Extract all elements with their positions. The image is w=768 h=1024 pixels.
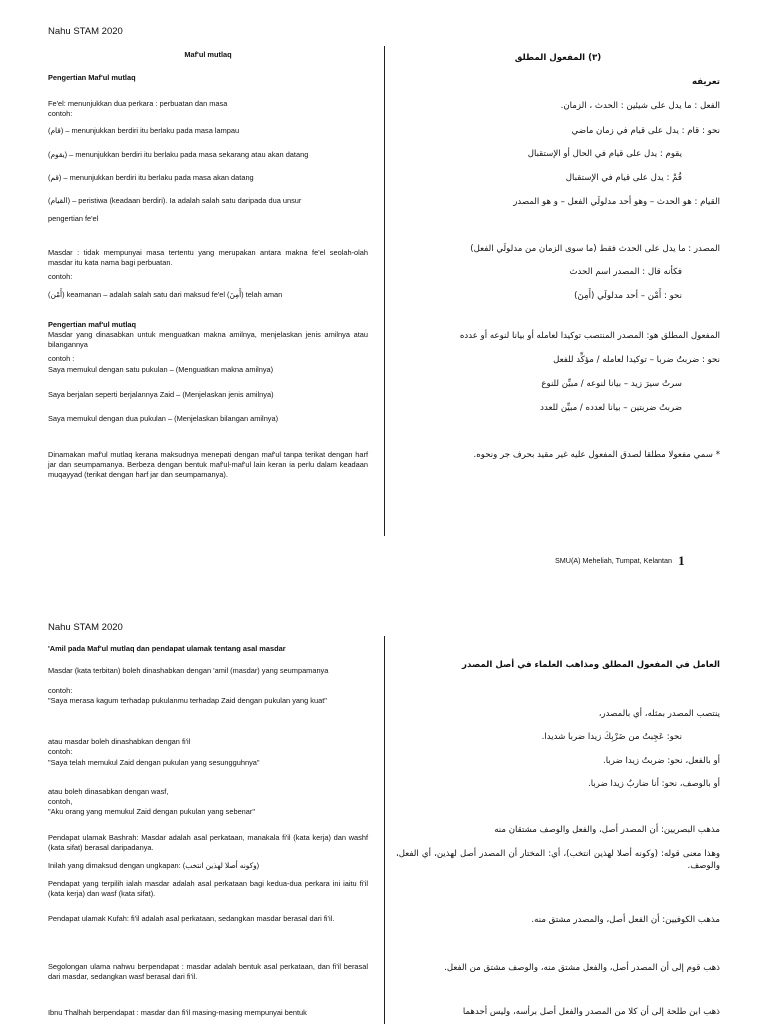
arabic-line-1: ينتصب المصدر بمثله، أي بالمصدر، xyxy=(598,709,720,719)
arabic-heading: العامل في المفعول المطلق ومذاهب العلماء في أصل المصدر xyxy=(462,660,720,670)
arabic-example-1: نحو : ضربتُ ضربا – توكيدا لعامله / مؤكِّد للفعل xyxy=(553,355,720,365)
arabic-basriyyin-cont: وهذا معنى قوله: (وكونه أصلا لهذين انتخب)، أي: المختار أن المصدر أصل لهذين، أي الفعل، والوصف. xyxy=(396,849,720,871)
arabic-ibn-talha: ذهب ابن طلحة إلى أن كلا من المصدر والفعل أصل برأسه، وليس أحدهما xyxy=(462,1007,720,1017)
feel-definition: Fe'el: menunjukkan dua perkara : perbuatan dan masa xyxy=(48,99,228,108)
nahwu-group-opinion: Segolongan ulama nahwu berpendapat : masdar adalah bentuk asal perkataan, dan fi'il berasal dari masdar, sedangkan wasf berasal dari fi'il. xyxy=(48,962,368,981)
document-page-2 xyxy=(0,606,768,1024)
arabic-basriyyin: مذهب البصريين: أن المصدر أصل، والفعل والوصف مشتقان منه xyxy=(494,825,720,835)
arabic-mm-definition: المفعول المطلق هو: المصدر المنتصب توكيدا لعامله أو بيانا لنوعه أو عدده xyxy=(459,331,720,341)
arabic-note: * سمي مفعولا مطلقا لصدق المفعول عليه غير مقيد بحرف جر ونحوه. xyxy=(473,450,720,460)
example-quote-3: "Aku orang yang memukul Zaid dengan pukulan yang sebenar" xyxy=(48,807,255,816)
page-gap xyxy=(0,588,768,606)
ungkapan-line: Inilah yang dimaksud dengan ungkapan: (وكونه أصلا لهذين انتخب) xyxy=(48,861,260,870)
example-qiyam-cont: pengertian fe'el xyxy=(48,214,99,223)
arabic-qiyam: القيام : هو الحدث – وهو أحد مدلولَي الفعل – و هو المصدر xyxy=(513,197,720,207)
arabic-heading: تعريفه xyxy=(691,77,720,87)
masdar-amil: Masdar (kata terbitan) boleh dinashabkan dengan 'amil (masdar) yang seumpamanya xyxy=(48,666,329,675)
bashrah-opinion: Pendapat ulamak Bashrah: Masdar adalah asal perkataan, manakala fi'il (kata kerja) dan washf (kata sifat) berasal daripadanya. xyxy=(48,833,368,852)
kufah-opinion: Pendapat ulamak Kufah: fi'il adalah asal perkataan, sedangkan masdar berasal dari fi'il. xyxy=(48,914,335,923)
example-qaama: (قام) – menunjukkan berdiri itu berlaku pada masa lampau xyxy=(48,126,240,135)
contoh-label: contoh: xyxy=(48,109,73,118)
contoh-label: contoh, xyxy=(48,797,73,806)
arabic-example-yaqumu: يقوم : يدل على قيام في الحال أو الإستقبال xyxy=(527,149,682,159)
arabic-example-qum: قُمْ : يدل على قيام في الإستقبال xyxy=(565,173,682,183)
arabic-title: (٣) المفعول المطلق xyxy=(514,53,602,63)
contoh-label: contoh : xyxy=(48,354,75,363)
arabic-qawm: ذهب قوم إلى أن المصدر أصل، والفعل مشتق منه، والوصف مشتق من الفعل. xyxy=(444,963,720,973)
arabic-example-3: ضربتُ ضربتين – بيانا لعدده / مبيِّن للعدد xyxy=(540,403,682,413)
masdar-definition: Masdar : tidak mempunyai masa tertentu yang merupakan antara makna fe'el seolah-olah masdar itu kata nama bagi perbuatan. xyxy=(48,248,368,267)
arabic-line-3: أو بالوصف، نحو: أنا ضاربٌ زيدا ضربا. xyxy=(587,779,720,789)
arabic-line-1-example: نحو: عَجِبتُ من ضَرْبِكَ زيدا ضربا شديدا. xyxy=(541,732,682,742)
example-amnu: (أَمْن) keamanan – adalah salah satu dari maksud fe'el (أَمِنَ) telah aman xyxy=(48,290,283,299)
mafulmutlaq-definition: Masdar yang dinasabkan untuk menguatkan makna amilnya, menjelaskan jenis amilnya atau bilangannya xyxy=(48,330,368,349)
example-3: Saya memukul dengan dua pukulan – (Menjelaskan bilangan amilnya) xyxy=(48,414,279,423)
page-header: Nahu STAM 2020 xyxy=(48,622,123,633)
fiil-line: atau masdar boleh dinashabkan dengan fi'il xyxy=(48,737,191,746)
arabic-fiil-definition: الفعل : ما يدل على شيئين : الحدث ، الزمان. xyxy=(560,101,720,111)
section-title: Maf'ul mutlaq xyxy=(184,50,232,59)
selected-opinion: Pendapat yang terpilih ialah masdar adalah asal perkataan bagi kedua-dua perkara ini iaitu fi'il (kata kerja) dan wasf (kata sifat). xyxy=(48,879,368,898)
arabic-kaannahu: فكأنه قال : المصدر اسم الحدث xyxy=(569,267,682,277)
contoh-label: contoh: xyxy=(48,272,73,281)
school-name: SMU(A) Meheliah, Tumpat, Kelantan xyxy=(555,556,673,565)
page-footer xyxy=(555,553,685,569)
page-number: 1 xyxy=(678,553,685,568)
arabic-example-qaama: نحو : قام : يدل على قيام في زمان ماضي xyxy=(571,126,720,136)
example-quote-1: "Saya merasa kagum terhadap pukulanmu terhadap Zaid dengan pukulan yang kuat" xyxy=(48,696,327,705)
arabic-example-2: سرتُ سيرَ زيد – بيانا لنوعه / مبيِّن للنوع xyxy=(541,379,682,389)
wasf-line: atau boleh dinasabkan dengan wasf, xyxy=(48,787,169,796)
section-heading: Pengertian maf'ul mutlaq xyxy=(48,320,136,329)
example-quote-2: "Saya telah memukul Zaid dengan pukulan yang sesungguhnya" xyxy=(48,758,260,767)
arabic-example-amn: نحو : أَمْن – أحد مدلولَي (أَمِنَ) xyxy=(574,291,682,301)
arabic-line-2: أو بالفعل، نحو: ضربتُ زيدا ضربا. xyxy=(603,756,720,766)
ibnu-thalhah-opinion: Ibnu Thalhah berpendapat : masdar dan fi'il masing-masing mempunyai bentuk xyxy=(48,1008,307,1017)
naming-explanation: Dinamakan maf'ul mutlaq kerana maksudnya menepati dengan maf'ul tanpa terikat dengan harf jar dan seumpamanya. Berbeza dengan bentuk maf'ul-maf'ul lain keran ia perlu dalam keadaan muqayyad (terikat dengan harf jar dan seumpamanya). xyxy=(48,450,368,479)
column-divider xyxy=(384,636,385,1024)
example-yaqumu: (يقوم) – menunjukkan berdiri itu berlaku pada masa sekarang atau akan datang xyxy=(48,150,309,159)
column-divider xyxy=(384,46,385,536)
page-header: Nahu STAM 2020 xyxy=(48,26,123,37)
contoh-label: contoh: xyxy=(48,686,73,695)
example-1: Saya memukul dengan satu pukulan – (Menguatkan makna amilnya) xyxy=(48,365,274,374)
section-heading: Pengertian Maf'ul mutlaq xyxy=(48,73,136,82)
contoh-label: contoh: xyxy=(48,747,73,756)
section-heading: 'Amil pada Maf'ul mutlaq dan pendapat ulamak tentang asal masdar xyxy=(48,644,286,653)
arabic-masdar-definition: المصدر : ما يدل على الحدث فقط (ما سوى الزمان من مدلولَي الفعل) xyxy=(470,244,720,254)
arabic-kufiyyin: مذهب الكوفيين: أن الفعل أصل، والمصدر مشتق منه. xyxy=(531,915,720,925)
example-qiyam: (القيام) – peristiwa (keadaan berdiri). Ia adalah salah satu daripada dua unsur xyxy=(48,196,302,205)
example-2: Saya berjalan seperti berjalannya Zaid – (Menjelaskan jenis amilnya) xyxy=(48,390,274,399)
example-qum: (قم) – menunjukkan berdiri itu berlaku pada masa akan datang xyxy=(48,173,254,182)
